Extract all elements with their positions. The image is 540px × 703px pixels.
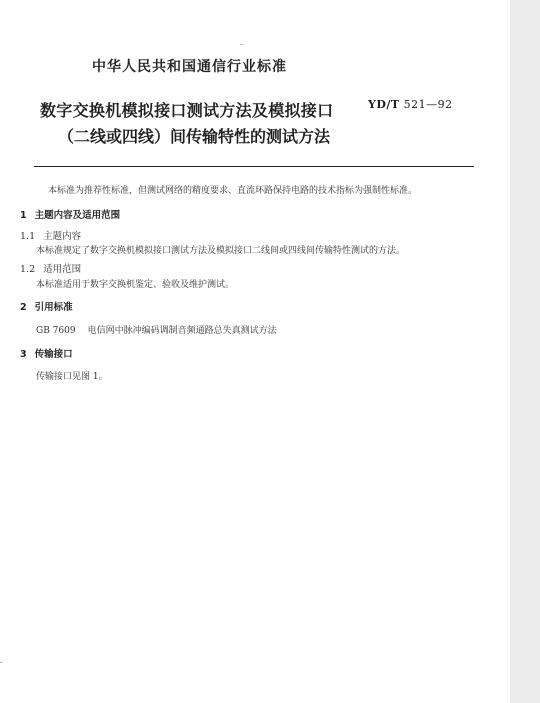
reference-title: 电信网中脉冲编码调制音频通路总失真测试方法 (87, 326, 277, 336)
title-divider (34, 166, 474, 167)
issuing-body-header: 中华人民共和国通信行业标准 (92, 59, 287, 75)
section-2-heading (20, 299, 73, 313)
section-title: 主题内容及适用范围 (34, 210, 121, 221)
reference-entry (36, 323, 277, 336)
viewer-margin (510, 0, 540, 703)
standard-code-number: 521—92 (403, 98, 453, 111)
subsection-1-1-text: 本标准规定了数字交换机模拟接口测试方法及模拟接口二线间或四线间传输特性测试的方法。 (36, 246, 406, 256)
section-title: 传输接口 (34, 349, 73, 360)
scan-speck (240, 44, 243, 45)
section-number: 2 (20, 302, 27, 313)
subsection-1-2-heading (20, 261, 81, 275)
subsection-number: 1.2 (20, 264, 36, 275)
section-title: 引用标准 (34, 302, 73, 313)
section-3-text: 传输接口见图 1。 (36, 372, 108, 382)
subsection-number: 1.1 (20, 231, 36, 242)
subsection-title: 主题内容 (43, 231, 82, 242)
document-title-line1: 数字交换机模拟接口测试方法及模拟接口 (40, 101, 334, 120)
document-title-line2: （二线或四线）间传输特性的测试方法 (58, 127, 331, 146)
scan-speck (0, 662, 3, 663)
standard-code (368, 98, 453, 111)
subsection-1-2-text: 本标准适用于数字交换机鉴定、验收及维护测试。 (36, 280, 235, 290)
standard-code-prefix: YD/T (368, 98, 400, 111)
section-number: 3 (20, 349, 27, 360)
reference-number: GB 7609 (36, 326, 76, 336)
section-3-heading (20, 346, 73, 360)
section-1-heading (20, 207, 120, 221)
intro-paragraph: 本标准为推荐性标准，但测试网络的精度要求、直流环路保持电路的技术指标为强制性标准。 (48, 186, 418, 196)
subsection-title: 适用范围 (43, 264, 82, 275)
section-number: 1 (20, 210, 27, 221)
subsection-1-1-heading (20, 228, 81, 242)
